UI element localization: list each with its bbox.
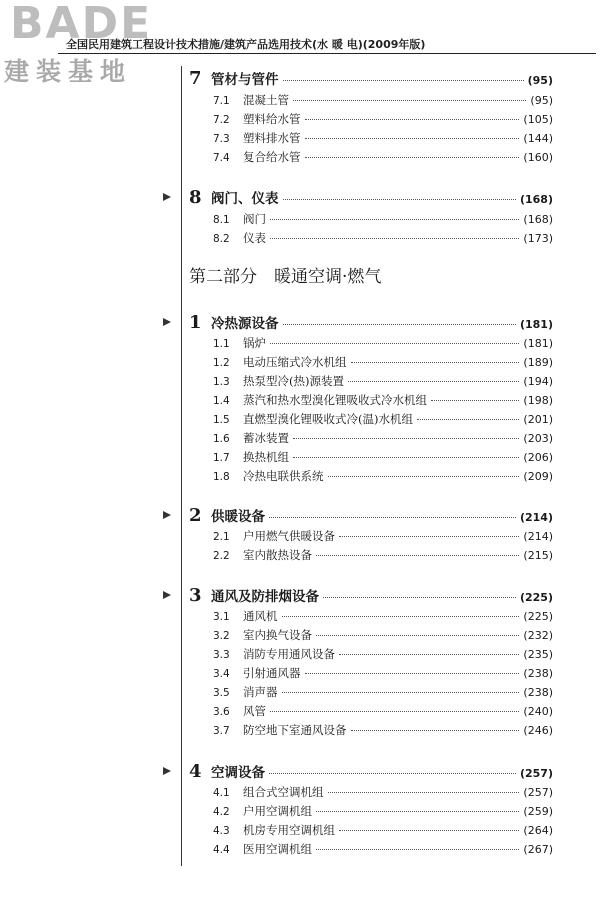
section-title: 蓄冰装置 [243,431,289,445]
toc-section[interactable] [213,230,553,246]
section-number: 7.1 [213,95,230,107]
chapter-number: 4 [189,761,202,782]
dot-leader [328,476,520,477]
dot-leader [348,381,519,382]
dot-leader [305,673,520,674]
dot-leader [431,400,519,401]
dot-leader [351,730,520,731]
section-title: 机房专用空调机组 [243,823,335,837]
page-number: (238) [523,667,553,680]
toc-chapter[interactable] [189,187,553,208]
page-number: (160) [523,151,553,164]
header-rule [58,53,596,54]
page-number: (232) [523,629,553,642]
toc-section[interactable] [213,373,553,389]
toc-section[interactable] [213,784,553,800]
section-number: 3.3 [213,649,230,661]
section-title: 换热机组 [243,450,289,464]
section-number: 2.1 [213,531,230,543]
section-title: 直燃型溴化锂吸收式冷(温)水机组 [243,412,413,426]
toc-chapter[interactable] [189,761,553,782]
chapter-number: 2 [189,505,202,526]
toc-section[interactable] [213,354,553,370]
dot-leader [270,343,519,344]
toc-chapter[interactable] [189,585,553,606]
section-title: 风管 [243,704,266,718]
section-title: 室内散热设备 [243,548,312,562]
section-title: 混凝土管 [243,93,289,107]
arrow-marker-icon [163,767,171,775]
section-number: 1.5 [213,414,230,426]
dot-leader [269,773,516,774]
chapter-number: 7 [189,68,202,89]
toc-section[interactable] [213,211,553,227]
toc-section[interactable] [213,130,553,146]
toc-section[interactable] [213,608,553,624]
toc-section[interactable] [213,703,553,719]
section-number: 7.4 [213,152,230,164]
page-number: (225) [523,610,553,623]
dot-leader [305,138,520,139]
section-title: 阀门 [243,212,266,226]
page-number: (240) [523,705,553,718]
section-number: 3.7 [213,725,230,737]
toc-section[interactable] [213,411,553,427]
chapter-title: 阀门、仪表 [211,191,279,207]
section-number: 1.1 [213,338,230,350]
chapter-number: 1 [189,312,202,333]
dot-leader [316,555,519,556]
arrow-marker-icon [163,511,171,519]
section-title: 消防专用通风设备 [243,647,335,661]
page-number: (235) [523,648,553,661]
page-number: (209) [523,470,553,483]
section-number: 7.2 [213,114,230,126]
dot-leader [293,438,519,439]
dot-leader [417,419,519,420]
dot-leader [316,849,519,850]
chapter-title: 冷热源设备 [211,316,279,332]
section-title: 锅炉 [243,336,266,350]
section-title: 仪表 [243,231,266,245]
dot-leader [283,80,524,81]
section-number: 2.2 [213,550,230,562]
section-number: 3.5 [213,687,230,699]
toc-section[interactable] [213,111,553,127]
dot-leader [293,100,526,101]
dot-leader [328,792,520,793]
section-title: 塑料给水管 [243,112,301,126]
vertical-rule [181,66,182,866]
section-number: 1.8 [213,471,230,483]
page-number: (181) [519,318,553,331]
toc-section[interactable] [213,547,553,563]
part-heading: 第二部分 暖通空调·燃气 [189,267,382,287]
toc-section[interactable] [213,841,553,857]
toc-chapter[interactable] [189,505,553,526]
page-number: (173) [523,232,553,245]
section-number: 1.7 [213,452,230,464]
page-number: (257) [523,786,553,799]
page-number: (264) [523,824,553,837]
section-title: 引射通风器 [243,666,301,680]
page-number: (206) [523,451,553,464]
toc-section[interactable] [213,528,553,544]
dot-leader [270,219,519,220]
brand-logo: BADE [10,0,153,49]
dot-leader [305,119,520,120]
chapter-title: 管材与管件 [211,72,279,88]
page-number: (203) [523,432,553,445]
section-number: 8.1 [213,214,230,226]
section-title: 塑料排水管 [243,131,301,145]
section-title: 防空地下室通风设备 [243,723,347,737]
section-number: 7.3 [213,133,230,145]
page-number: (214) [519,511,553,524]
page-number: (95) [530,94,553,107]
arrow-marker-icon [163,318,171,326]
dot-leader [269,517,516,518]
arrow-marker-icon [163,591,171,599]
page-number: (259) [523,805,553,818]
arrow-marker-icon [163,193,171,201]
dot-leader [282,692,520,693]
page-number: (257) [519,767,553,780]
toc-chapter[interactable] [189,312,553,333]
section-number: 3.2 [213,630,230,642]
section-number: 1.2 [213,357,230,369]
page-number: (267) [523,843,553,856]
section-title: 电动压缩式冷水机组 [243,355,347,369]
running-header: 全国民用建筑工程设计技术措施/建筑产品选用技术(水 暖 电)(2009年版) [66,38,426,51]
section-title: 热泵型冷(热)源装置 [243,374,344,388]
toc-section[interactable] [213,803,553,819]
toc-section[interactable] [213,430,553,446]
page-number: (201) [523,413,553,426]
toc-section[interactable] [213,468,553,484]
section-title: 消声器 [243,685,278,699]
section-number: 4.1 [213,787,230,799]
dot-leader [283,199,516,200]
section-title: 组合式空调机组 [243,785,324,799]
page-number: (189) [523,356,553,369]
toc-chapter[interactable] [189,68,553,89]
section-number: 1.4 [213,395,230,407]
toc-section[interactable] [213,392,553,408]
dot-leader [316,811,519,812]
page-number: (238) [523,686,553,699]
page-number: (168) [519,193,553,206]
toc-section[interactable] [213,149,553,165]
page-number: (181) [523,337,553,350]
section-number: 1.3 [213,376,230,388]
section-title: 室内换气设备 [243,628,312,642]
brand-sub-logo: 建装基地 [4,57,133,86]
dot-leader [270,711,519,712]
section-title: 通风机 [243,609,278,623]
toc-section[interactable] [213,684,553,700]
toc-section[interactable] [213,822,553,838]
dot-leader [339,654,519,655]
section-number: 4.4 [213,844,230,856]
chapter-number: 3 [189,585,202,606]
page-number: (198) [523,394,553,407]
chapter-title: 供暖设备 [211,509,265,525]
section-title: 蒸汽和热水型溴化锂吸收式冷水机组 [243,393,427,407]
page-number: (95) [527,74,553,87]
toc-section[interactable] [213,665,553,681]
toc-section[interactable] [213,627,553,643]
toc-section[interactable] [213,92,553,108]
section-number: 3.1 [213,611,230,623]
section-number: 3.4 [213,668,230,680]
page-number: (194) [523,375,553,388]
toc-section[interactable] [213,646,553,662]
page-number: (144) [523,132,553,145]
section-number: 3.6 [213,706,230,718]
dot-leader [339,536,519,537]
dot-leader [305,157,520,158]
section-title: 复合给水管 [243,150,301,164]
section-number: 1.6 [213,433,230,445]
dot-leader [351,362,520,363]
section-title: 户用燃气供暖设备 [243,529,335,543]
page-number: (105) [523,113,553,126]
section-number: 8.2 [213,233,230,245]
dot-leader [270,238,519,239]
dot-leader [316,635,519,636]
page-number: (225) [519,591,553,604]
toc-section[interactable] [213,722,553,738]
section-title: 冷热电联供系统 [243,469,324,483]
dot-leader [283,324,516,325]
dot-leader [282,616,520,617]
dot-leader [339,830,519,831]
dot-leader [323,597,516,598]
page-number: (168) [523,213,553,226]
page-number: (246) [523,724,553,737]
toc-section[interactable] [213,335,553,351]
chapter-title: 空调设备 [211,765,265,781]
dot-leader [293,457,519,458]
section-number: 4.3 [213,825,230,837]
section-number: 4.2 [213,806,230,818]
chapter-title: 通风及防排烟设备 [211,589,319,605]
section-title: 医用空调机组 [243,842,312,856]
page-number: (215) [523,549,553,562]
section-title: 户用空调机组 [243,804,312,818]
chapter-number: 8 [189,187,202,208]
toc-section[interactable] [213,449,553,465]
page-number: (214) [523,530,553,543]
